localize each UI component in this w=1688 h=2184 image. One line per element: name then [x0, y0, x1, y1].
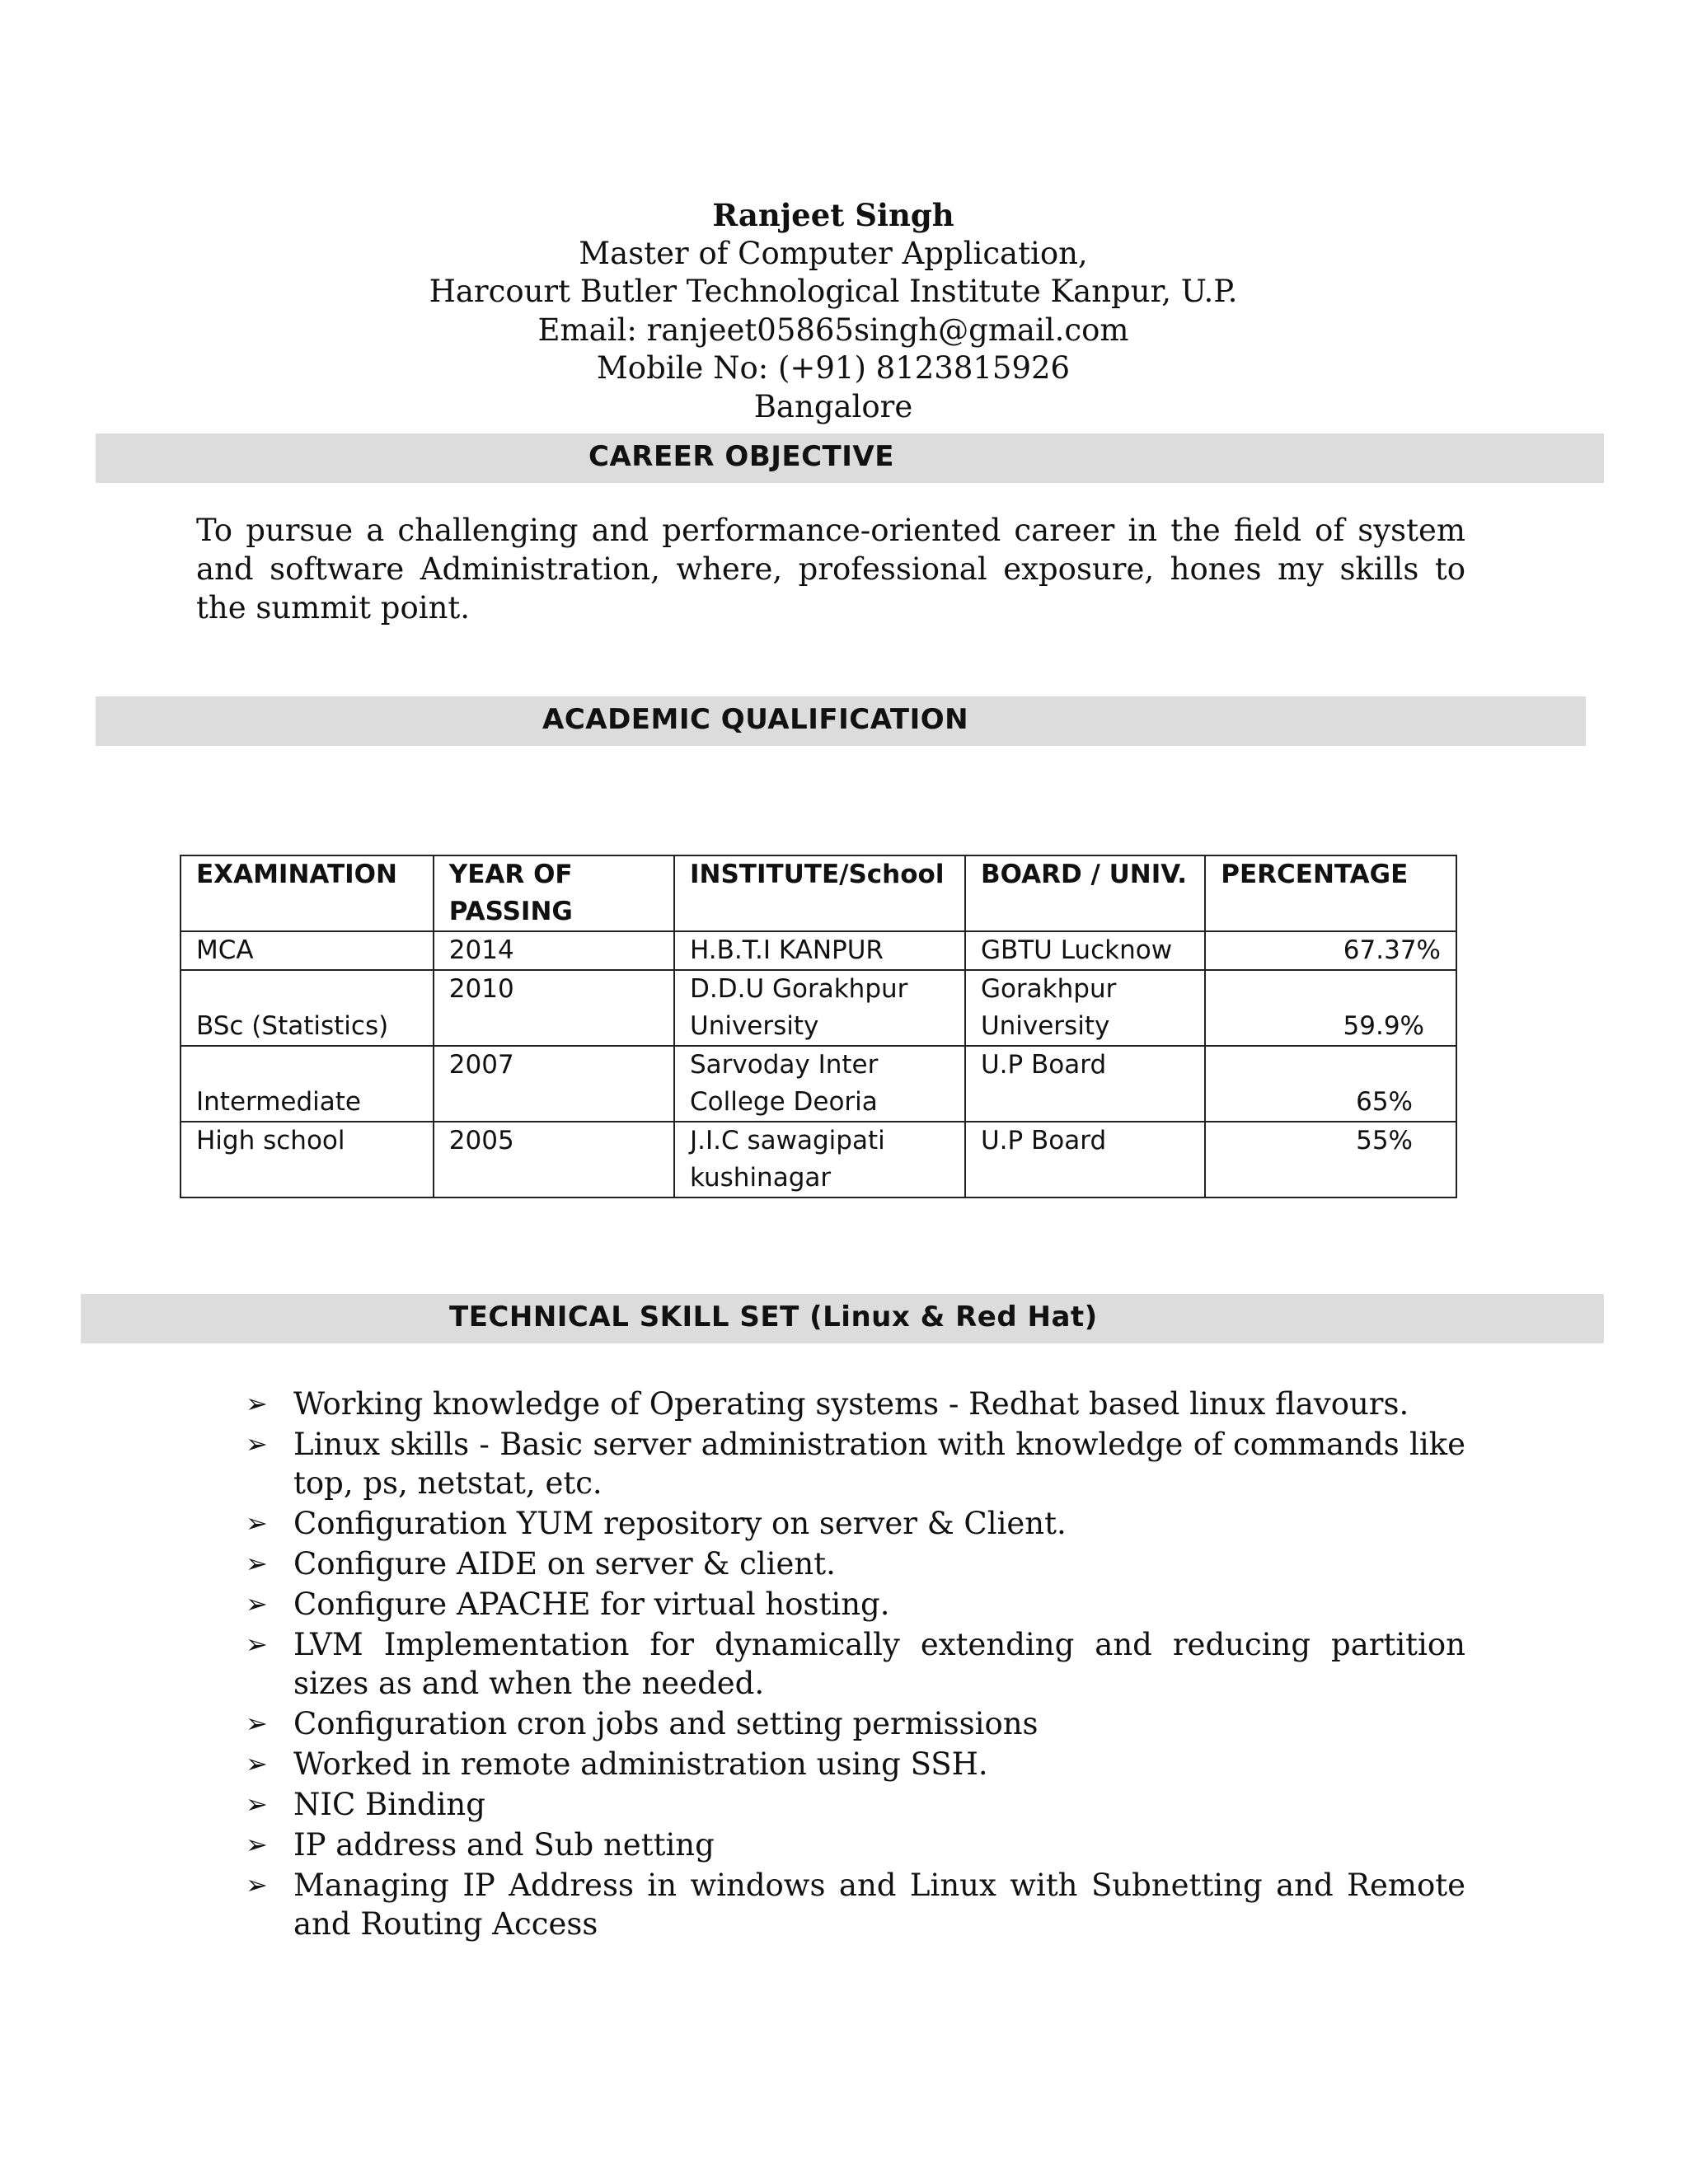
- header-board: BOARD / UNIV.: [965, 855, 1205, 931]
- resume-header: [0, 196, 1667, 426]
- arrowhead-bullet-icon: ➢: [246, 1708, 268, 1739]
- degree: Master of Computer Application,: [579, 235, 1088, 271]
- arrowhead-bullet-icon: ➢: [246, 1428, 268, 1460]
- cell-institute: Sarvoday Inter College Deoria: [674, 1046, 965, 1122]
- list-item: ➢ Configure AIDE on server & client.: [246, 1546, 836, 1582]
- arrowhead-bullet-icon: ➢: [246, 1788, 268, 1820]
- table-header-row: [181, 855, 1456, 931]
- cell-institute: J.I.C sawagipati kushinagar: [674, 1122, 965, 1197]
- institute: Harcourt Butler Technological Institute Kanpur, U.P.: [429, 274, 1238, 309]
- cell-year: 2005: [434, 1122, 674, 1197]
- header-year: YEAR OF PASSING: [434, 855, 674, 931]
- arrowhead-bullet-icon: ➢: [246, 1548, 268, 1579]
- list-item: ➢ Managing IP Address in windows and Linux with Subnetting and Remote and Routing Access: [246, 1868, 1465, 1942]
- arrowhead-bullet-icon: ➢: [246, 1507, 268, 1539]
- list-item: ➢ Configuration YUM repository on server & Client.: [246, 1506, 1067, 1541]
- arrowhead-bullet-icon: ➢: [246, 1388, 268, 1419]
- cell-board: U.P Board: [965, 1046, 1205, 1122]
- cell-exam: MCA: [181, 931, 434, 970]
- list-item: ➢ Configuration cron jobs and setting permissions: [246, 1706, 1039, 1741]
- academic-qualification-bar: [96, 696, 1586, 746]
- technical-skills-heading: TECHNICAL SKILL SET (Linux & Red Hat): [449, 1301, 1098, 1333]
- cell-percentage: 55%: [1205, 1122, 1456, 1197]
- list-item: ➢ Working knowledge of Operating systems - Redhat based linux flavours.: [246, 1386, 1409, 1422]
- header-examination: EXAMINATION: [181, 855, 434, 931]
- skills-list: [246, 1385, 1465, 1945]
- arrowhead-bullet-icon: ➢: [246, 1629, 268, 1660]
- candidate-name: Ranjeet Singh: [712, 197, 954, 233]
- cell-board: Gorakhpur University: [965, 970, 1205, 1046]
- cell-board: U.P Board: [965, 1122, 1205, 1197]
- career-objective-bar: [96, 434, 1604, 483]
- mobile: Mobile No: (+91) 8123815926: [596, 350, 1071, 386]
- list-item: ➢ IP address and Sub netting: [246, 1827, 715, 1863]
- career-objective-heading: CAREER OBJECTIVE: [588, 440, 894, 473]
- email: Email: ranjeet05865singh@gmail.com: [537, 312, 1129, 348]
- list-item: ➢ Worked in remote administration using SSH.: [246, 1746, 988, 1782]
- table-row: [181, 1122, 1456, 1197]
- cell-percentage: 59.9%: [1205, 970, 1456, 1046]
- cell-year: 2014: [434, 931, 674, 970]
- cell-year: 2010: [434, 970, 674, 1046]
- technical-skills-bar: [81, 1294, 1604, 1343]
- table-row: [181, 1046, 1456, 1122]
- cell-exam: Intermediate: [181, 1046, 434, 1122]
- location: Bangalore: [753, 388, 913, 424]
- list-item: ➢ Linux skills - Basic server administration with knowledge of commands like top, ps, netstat, etc.: [246, 1427, 1465, 1501]
- header-institute: INSTITUTE/School: [674, 855, 965, 931]
- header-percentage: PERCENTAGE: [1205, 855, 1456, 931]
- academic-table: [180, 855, 1457, 1198]
- table-row: [181, 931, 1456, 970]
- list-item: ➢ LVM Implementation for dynamically extending and reducing partition sizes as and when the needed.: [246, 1627, 1465, 1701]
- cell-percentage: 67.37%: [1205, 931, 1456, 970]
- table-row: [181, 970, 1456, 1046]
- arrowhead-bullet-icon: ➢: [246, 1869, 268, 1900]
- cell-institute: D.D.U Gorakhpur University: [674, 970, 965, 1046]
- arrowhead-bullet-icon: ➢: [246, 1829, 268, 1860]
- cell-institute: H.B.T.I KANPUR: [674, 931, 965, 970]
- cell-exam: High school: [181, 1122, 434, 1197]
- arrowhead-bullet-icon: ➢: [246, 1588, 268, 1619]
- list-item: ➢ NIC Binding: [246, 1787, 485, 1822]
- cell-board: GBTU Lucknow: [965, 931, 1205, 970]
- arrowhead-bullet-icon: ➢: [246, 1748, 268, 1779]
- cell-year: 2007: [434, 1046, 674, 1122]
- cell-percentage: 65%: [1205, 1046, 1456, 1122]
- list-item: ➢ Configure APACHE for virtual hosting.: [246, 1586, 890, 1622]
- academic-qualification-heading: ACADEMIC QUALIFICATION: [542, 703, 969, 736]
- career-objective-text: To pursue a challenging and performance-oriented career in the field of system and software Administration, where, professional exposure, hones my skills to the summit point.: [196, 513, 1465, 626]
- cell-exam: BSc (Statistics): [181, 970, 434, 1046]
